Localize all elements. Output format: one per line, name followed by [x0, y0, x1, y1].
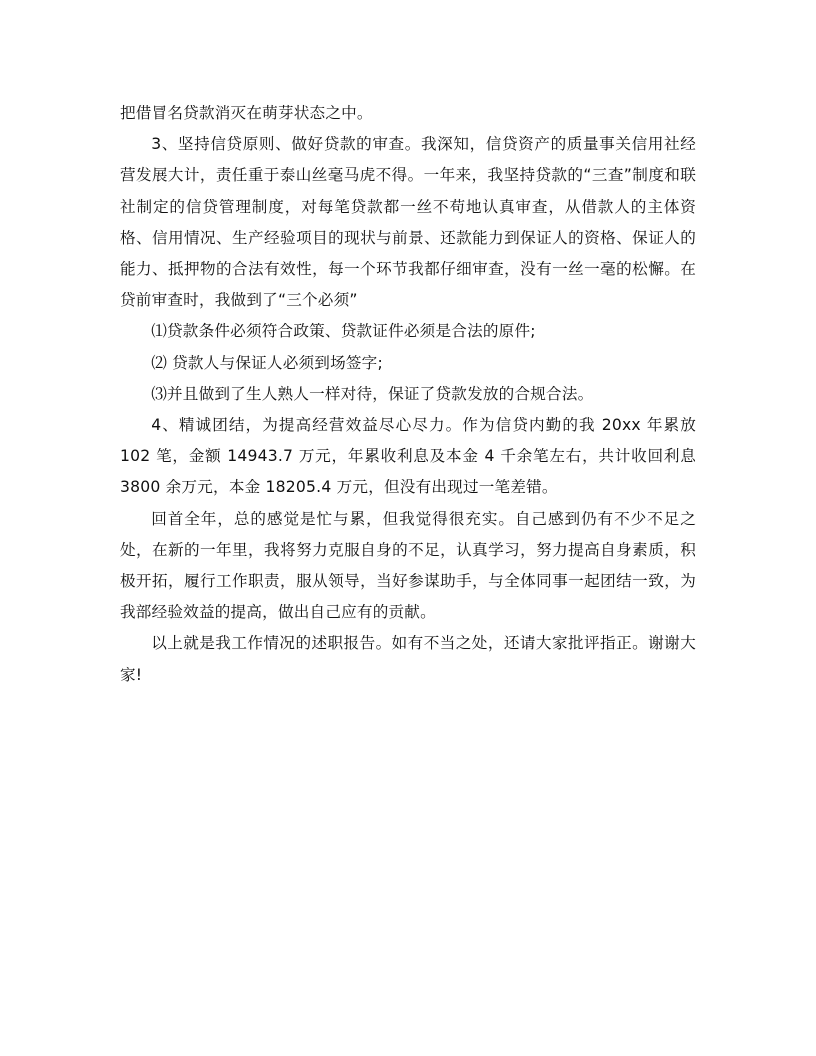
paragraph-closing: 以上就是我工作情况的述职报告。如有不当之处，还请大家批评指正。谢谢大家! — [120, 634, 696, 684]
document-body — [120, 98, 696, 691]
list-item-requirement-3: ⑶并且做到了生人熟人一样对待，保证了贷款发放的合规合法。 — [151, 384, 594, 403]
paragraph-year-review: 回首全年，总的感觉是忙与累，但我觉得很充实。自己感到仍有不少不足之处，在新的一年里，我将努力克服自身的不足，认真学习，努力提高自身素质，积极开拓，履行工作职责，服从领导，当好参谋助手，与全体同事一起团结一致，为我部经验效益的提高，做出自己应有的贡献。 — [120, 509, 696, 622]
paragraph-credit-review: 3、坚持信贷原则、做好贷款的审查。我深知，信贷资产的质量事关信用社经营发展大计，责任重于泰山丝毫马虎不得。一年来，我坚持贷款的“三查”制度和联社制定的信贷管理制度，对每笔贷款都一丝不苟地认真审查，从借款人的主体资格、信用情况、生产经验项目的现状与前景、还款能力到保证人的资格、保证人的能力、抵押物的合法有效性，每一个环节我都仔细审查，没有一丝一毫的松懈。在贷前审查时，我做到了“三个必须” — [120, 135, 696, 310]
list-item-requirement-1: ⑴贷款条件必须符合政策、贷款证件必须是合法的原件; — [151, 322, 536, 341]
paragraph-continuation: 把借冒名贷款消灭在萌芽状态之中。 — [120, 104, 373, 122]
list-item-requirement-2: ⑵ 贷款人与保证人必须到场签字; — [151, 353, 383, 372]
paragraph-teamwork: 4、精诚团结，为提高经营效益尽心尽力。作为信贷内勤的我 20xx 年累放 102 笔，金额 14943.7 万元，年累收利息及本金 4 千余笔左右，共计收回利息 3800 余万元，本金 18205.4 万元，但没有出现过一笔差错。 — [120, 416, 696, 497]
